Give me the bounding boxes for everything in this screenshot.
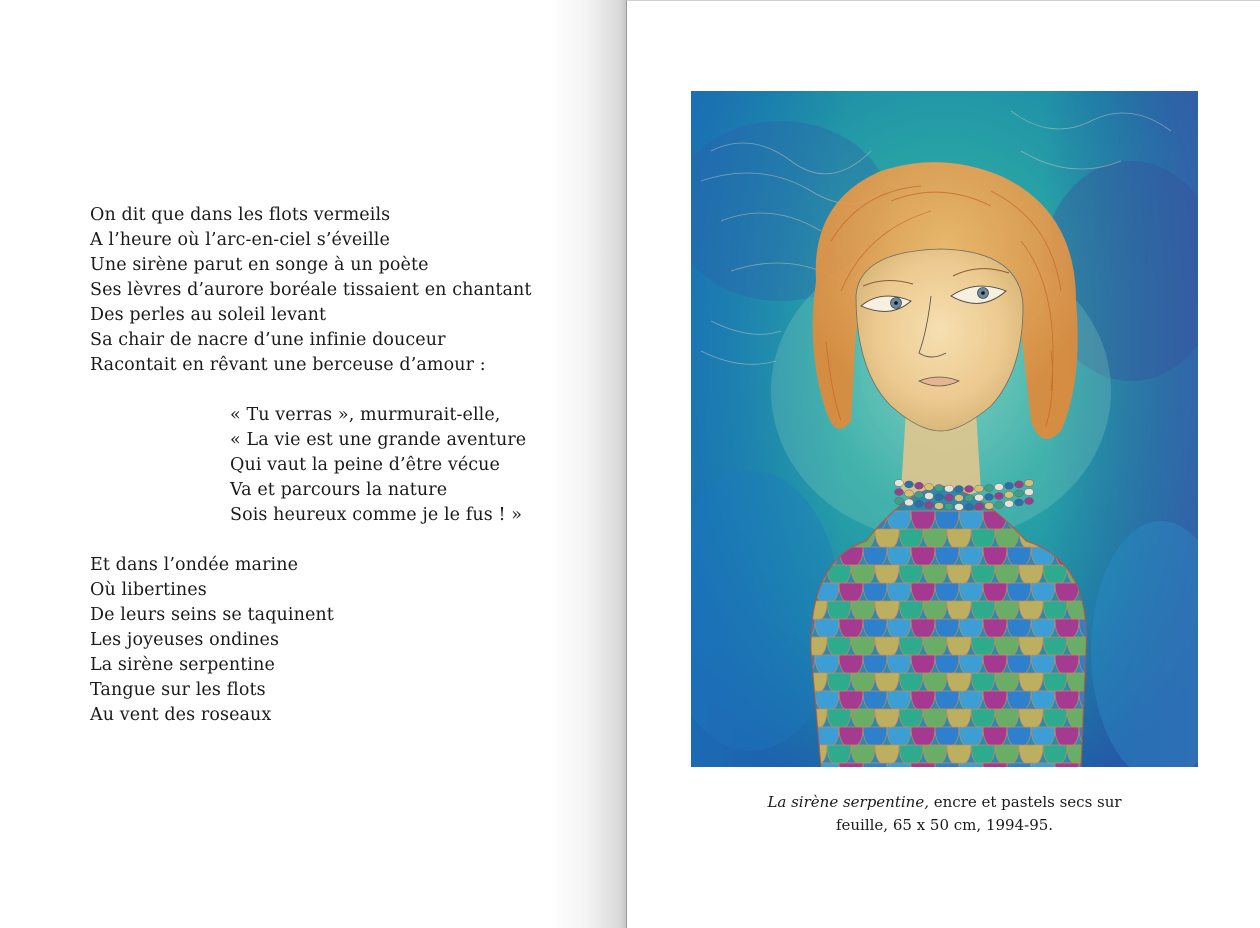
scale <box>839 763 863 767</box>
bead <box>1005 500 1014 507</box>
scale <box>983 763 1007 767</box>
bead <box>1015 490 1024 497</box>
bead <box>985 502 994 509</box>
poem-line: Au vent des roseaux <box>90 705 272 725</box>
bead <box>1015 499 1024 506</box>
bead <box>955 485 964 492</box>
bead <box>905 499 914 506</box>
bead <box>965 485 974 492</box>
bead <box>995 501 1004 508</box>
poem-line: De leurs seins se taquinent <box>90 605 334 625</box>
painting-caption <box>691 791 1198 837</box>
scale <box>1055 763 1079 767</box>
scale <box>1031 763 1055 767</box>
bead <box>945 494 954 501</box>
poem-line: A l’heure où l’arc-en-ciel s’éveille <box>90 230 390 250</box>
bead <box>1025 498 1034 505</box>
bead <box>975 494 984 501</box>
bead <box>945 485 954 492</box>
bead <box>955 503 964 510</box>
left-page <box>0 0 626 928</box>
caption-line-1 <box>691 791 1198 814</box>
poem-stanza <box>90 403 532 528</box>
bead <box>925 501 934 508</box>
poem-line: Ses lèvres d’aurore boréale tissaient en chantant <box>90 280 532 300</box>
caption-line-2: feuille, 65 x 50 cm, 1994-95. <box>835 816 1054 834</box>
poem-line: Racontait en rêvant une berceuse d’amour : <box>90 355 486 375</box>
poem-stanza <box>90 553 532 728</box>
painting-sirene-serpentine <box>691 91 1198 767</box>
bead <box>975 503 984 510</box>
bead <box>965 503 974 510</box>
poem-stanza <box>90 203 532 378</box>
scale <box>935 763 959 767</box>
scale <box>959 763 983 767</box>
bead <box>935 493 944 500</box>
bead <box>895 489 904 496</box>
bead <box>925 492 934 499</box>
poem-line: « La vie est une grande aventure <box>230 430 527 450</box>
caption-title: La sirène serpentine, <box>767 793 929 811</box>
poem-line: Tangue sur les flots <box>90 680 266 700</box>
bead <box>975 485 984 492</box>
poem <box>90 203 532 728</box>
bead <box>995 492 1004 499</box>
bead <box>935 484 944 491</box>
right-page <box>626 0 1260 928</box>
poem-line: Sois heureux comme je le fus ! » <box>230 505 523 525</box>
scale <box>1007 763 1031 767</box>
poem-line: Qui vaut la peine d’être vécue <box>230 455 501 475</box>
bead <box>905 481 914 488</box>
scale <box>911 763 935 767</box>
poem-line: « Tu verras », murmurait-elle, <box>230 405 501 425</box>
scale <box>863 763 887 767</box>
bead <box>1015 481 1024 488</box>
poem-line: Et dans l’ondée marine <box>90 555 299 575</box>
bead <box>985 493 994 500</box>
poem-line: On dit que dans les flots vermeils <box>90 205 391 225</box>
bead <box>895 498 904 505</box>
poem-line: Va et parcours la nature <box>230 480 448 500</box>
poem-line: La sirène serpentine <box>90 655 275 675</box>
bead <box>925 483 934 490</box>
bead <box>935 502 944 509</box>
bead <box>1025 480 1034 487</box>
bead <box>895 480 904 487</box>
bead <box>995 483 1004 490</box>
bead <box>985 484 994 491</box>
bead <box>1025 489 1034 496</box>
bead <box>1005 491 1014 498</box>
poem-line: Sa chair de nacre d’une infinie douceur <box>90 330 446 350</box>
bead <box>915 482 924 489</box>
caption-medium: encre et pastels secs sur <box>928 793 1122 811</box>
bead <box>905 490 914 497</box>
bead <box>945 503 954 510</box>
poem-line: Une sirène parut en songe à un poète <box>90 255 429 275</box>
scale <box>887 763 911 767</box>
bead <box>965 494 974 501</box>
bead <box>915 500 924 507</box>
poem-line: Où libertines <box>90 580 207 600</box>
poem-line: Les joyeuses ondines <box>90 630 280 650</box>
bead <box>955 494 964 501</box>
bead <box>915 491 924 498</box>
poem-line: Des perles au soleil levant <box>90 305 327 325</box>
bead <box>1005 482 1014 489</box>
